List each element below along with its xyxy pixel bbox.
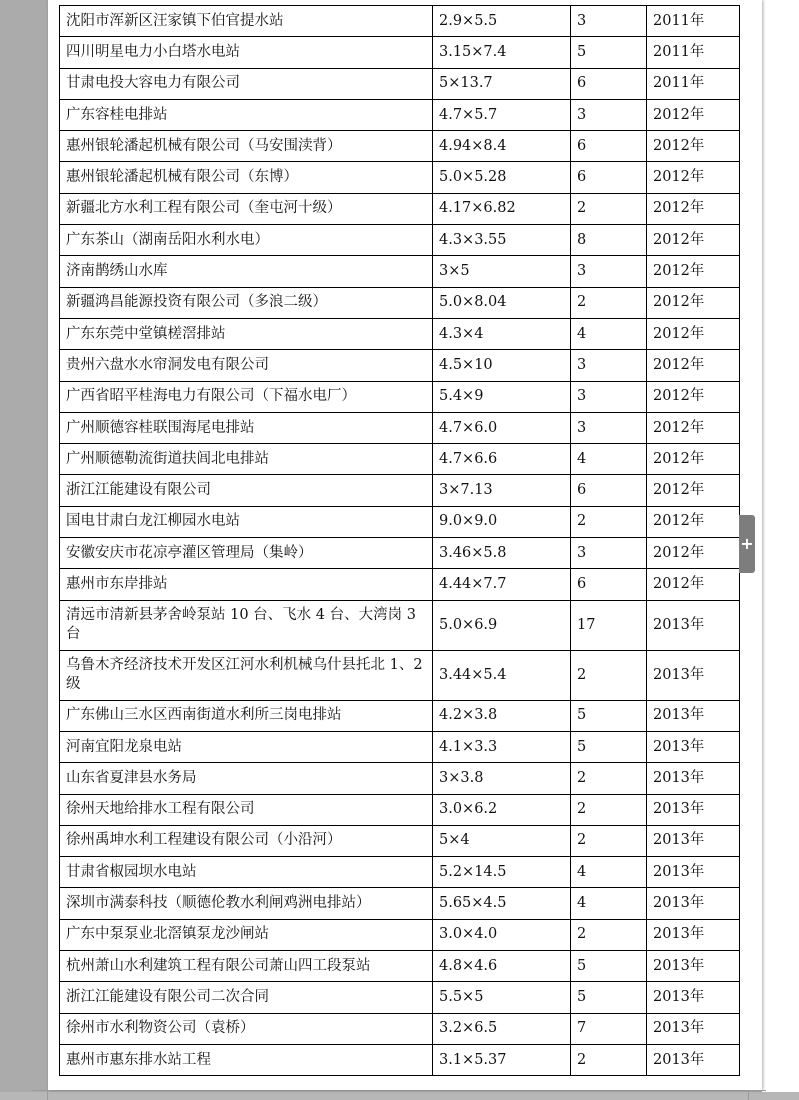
project-name-cell: 广东茶山（湖南岳阳水利水电）	[60, 225, 433, 256]
table-row	[60, 131, 740, 162]
size-cell: 5.4×9	[433, 381, 571, 412]
year-cell: 2012年	[647, 99, 740, 130]
table-row	[60, 919, 740, 950]
quantity-cell: 6	[571, 162, 647, 193]
quantity-cell: 2	[571, 825, 647, 856]
project-name-cell: 新疆鸿昌能源投资有限公司（多浪二级）	[60, 287, 433, 318]
table-row	[60, 763, 740, 794]
size-cell: 4.3×3.55	[433, 225, 571, 256]
viewer-side-margin	[762, 0, 799, 1100]
project-name-cell: 广东东莞中堂镇槎滘排站	[60, 318, 433, 349]
size-cell: 3×5	[433, 256, 571, 287]
size-cell: 3.1×5.37	[433, 1044, 571, 1075]
project-name-cell: 新疆北方水利工程有限公司（奎屯河十级）	[60, 193, 433, 224]
expand-panel-button[interactable]	[739, 515, 755, 573]
year-cell: 2012年	[647, 475, 740, 506]
project-name-cell: 山东省夏津县水务局	[60, 763, 433, 794]
year-cell: 2011年	[647, 68, 740, 99]
table-row	[60, 650, 740, 700]
year-cell: 2012年	[647, 506, 740, 537]
size-cell: 4.94×8.4	[433, 131, 571, 162]
table-row	[60, 350, 740, 381]
project-table-body	[60, 6, 740, 1076]
project-name-cell: 广东佛山三水区西南街道水利所三岗电排站	[60, 700, 433, 731]
table-row	[60, 37, 740, 68]
table-row	[60, 951, 740, 982]
plus-icon: +	[740, 534, 754, 553]
year-cell: 2013年	[647, 763, 740, 794]
year-cell: 2013年	[647, 888, 740, 919]
project-name-cell: 广东容桂电排站	[60, 99, 433, 130]
table-row	[60, 444, 740, 475]
year-cell: 2012年	[647, 318, 740, 349]
year-cell: 2011年	[647, 6, 740, 37]
quantity-cell: 2	[571, 1044, 647, 1075]
crop-mark	[47, 1090, 48, 1100]
quantity-cell: 2	[571, 763, 647, 794]
project-name-cell: 惠州银轮潘起机械有限公司（马安围渎背）	[60, 131, 433, 162]
year-cell: 2013年	[647, 700, 740, 731]
year-cell: 2013年	[647, 857, 740, 888]
year-cell: 2013年	[647, 919, 740, 950]
size-cell: 4.17×6.82	[433, 193, 571, 224]
project-name-cell: 安徽安庆市花凉亭灌区管理局（集岭）	[60, 538, 433, 569]
table-row	[60, 318, 740, 349]
table-row	[60, 287, 740, 318]
size-cell: 3.15×7.4	[433, 37, 571, 68]
project-name-cell: 惠州市东岸排站	[60, 569, 433, 600]
year-cell: 2012年	[647, 225, 740, 256]
size-cell: 3.0×6.2	[433, 794, 571, 825]
crop-mark	[748, 1090, 749, 1100]
size-cell: 4.7×6.0	[433, 412, 571, 443]
quantity-cell: 5	[571, 37, 647, 68]
project-name-cell: 广州顺德勒流街道扶闾北电排站	[60, 444, 433, 475]
quantity-cell: 3	[571, 381, 647, 412]
year-cell: 2013年	[647, 951, 740, 982]
year-cell: 2012年	[647, 538, 740, 569]
year-cell: 2013年	[647, 650, 740, 700]
table-row	[60, 857, 740, 888]
year-cell: 2013年	[647, 1044, 740, 1075]
table-row	[60, 68, 740, 99]
project-name-cell: 徐州禹坤水利工程建设有限公司（小沿河）	[60, 825, 433, 856]
size-cell: 4.1×3.3	[433, 731, 571, 762]
quantity-cell: 4	[571, 318, 647, 349]
project-name-cell: 四川明星电力小白塔水电站	[60, 37, 433, 68]
viewer-bottom-margin	[0, 1092, 799, 1100]
quantity-cell: 3	[571, 538, 647, 569]
table-row	[60, 475, 740, 506]
size-cell: 4.2×3.8	[433, 700, 571, 731]
size-cell: 2.9×5.5	[433, 6, 571, 37]
quantity-cell: 3	[571, 412, 647, 443]
table-row	[60, 794, 740, 825]
project-name-cell: 河南宜阳龙泉电站	[60, 731, 433, 762]
size-cell: 3.46×5.8	[433, 538, 571, 569]
quantity-cell: 2	[571, 794, 647, 825]
quantity-cell: 3	[571, 256, 647, 287]
quantity-cell: 17	[571, 600, 647, 650]
quantity-cell: 4	[571, 444, 647, 475]
size-cell: 3.2×6.5	[433, 1013, 571, 1044]
quantity-cell: 2	[571, 919, 647, 950]
quantity-cell: 3	[571, 350, 647, 381]
project-name-cell: 杭州萧山水利建筑工程有限公司萧山四工段泵站	[60, 951, 433, 982]
table-row	[60, 412, 740, 443]
table-row	[60, 225, 740, 256]
year-cell: 2012年	[647, 256, 740, 287]
quantity-cell: 2	[571, 287, 647, 318]
project-name-cell: 甘肃电投大容电力有限公司	[60, 68, 433, 99]
year-cell: 2012年	[647, 131, 740, 162]
size-cell: 4.44×7.7	[433, 569, 571, 600]
quantity-cell: 5	[571, 982, 647, 1013]
quantity-cell: 4	[571, 888, 647, 919]
table-row	[60, 256, 740, 287]
table-row	[60, 1044, 740, 1075]
quantity-cell: 5	[571, 951, 647, 982]
size-cell: 5×13.7	[433, 68, 571, 99]
table-row	[60, 99, 740, 130]
quantity-cell: 5	[571, 700, 647, 731]
quantity-cell: 4	[571, 857, 647, 888]
table-row	[60, 6, 740, 37]
year-cell: 2013年	[647, 825, 740, 856]
table-row	[60, 162, 740, 193]
size-cell: 5.0×5.28	[433, 162, 571, 193]
project-name-cell: 广西省昭平桂海电力有限公司（下福水电厂）	[60, 381, 433, 412]
project-name-cell: 徐州市水利物资公司（袁桥）	[60, 1013, 433, 1044]
size-cell: 5.65×4.5	[433, 888, 571, 919]
table-row	[60, 506, 740, 537]
table-row	[60, 538, 740, 569]
year-cell: 2012年	[647, 193, 740, 224]
crop-mark	[32, 1090, 48, 1091]
size-cell: 5.0×8.04	[433, 287, 571, 318]
quantity-cell: 6	[571, 569, 647, 600]
year-cell: 2012年	[647, 381, 740, 412]
year-cell: 2012年	[647, 412, 740, 443]
project-name-cell: 贵州六盘水水帘洞发电有限公司	[60, 350, 433, 381]
project-name-cell: 浙江江能建设有限公司	[60, 475, 433, 506]
project-name-cell: 国电甘肃白龙江柳园水电站	[60, 506, 433, 537]
quantity-cell: 3	[571, 99, 647, 130]
year-cell: 2013年	[647, 1013, 740, 1044]
project-name-cell: 深圳市满泰科技（顺德伦教水利闸鸡洲电排站）	[60, 888, 433, 919]
year-cell: 2013年	[647, 982, 740, 1013]
crop-mark	[748, 1090, 766, 1091]
size-cell: 4.5×10	[433, 350, 571, 381]
quantity-cell: 7	[571, 1013, 647, 1044]
table-row	[60, 600, 740, 650]
year-cell: 2013年	[647, 731, 740, 762]
project-name-cell: 甘肃省椒园坝水电站	[60, 857, 433, 888]
size-cell: 9.0×9.0	[433, 506, 571, 537]
year-cell: 2012年	[647, 569, 740, 600]
quantity-cell: 2	[571, 193, 647, 224]
year-cell: 2013年	[647, 794, 740, 825]
project-name-cell: 惠州银轮潘起机械有限公司（东博）	[60, 162, 433, 193]
quantity-cell: 6	[571, 475, 647, 506]
table-row	[60, 1013, 740, 1044]
year-cell: 2012年	[647, 162, 740, 193]
table-row	[60, 982, 740, 1013]
year-cell: 2012年	[647, 350, 740, 381]
size-cell: 4.8×4.6	[433, 951, 571, 982]
project-name-cell: 沈阳市浑新区汪家镇下伯官提水站	[60, 6, 433, 37]
table-row	[60, 193, 740, 224]
quantity-cell: 6	[571, 68, 647, 99]
size-cell: 4.3×4	[433, 318, 571, 349]
table-row	[60, 700, 740, 731]
project-name-cell: 广东中泵泵业北滘镇泵龙沙闸站	[60, 919, 433, 950]
size-cell: 5.2×14.5	[433, 857, 571, 888]
table-row	[60, 825, 740, 856]
size-cell: 3.44×5.4	[433, 650, 571, 700]
size-cell: 5.0×6.9	[433, 600, 571, 650]
project-name-cell: 清远市清新县茅舍岭泵站 10 台、飞水 4 台、大湾岗 3 台	[60, 600, 433, 650]
project-name-cell: 浙江江能建设有限公司二次合同	[60, 982, 433, 1013]
size-cell: 5.5×5	[433, 982, 571, 1013]
quantity-cell: 2	[571, 650, 647, 700]
table-row	[60, 569, 740, 600]
quantity-cell: 2	[571, 506, 647, 537]
project-name-cell: 济南鹊绣山水库	[60, 256, 433, 287]
project-name-cell: 惠州市惠东排水站工程	[60, 1044, 433, 1075]
project-name-cell: 广州顺德容桂联围海尾电排站	[60, 412, 433, 443]
project-name-cell: 乌鲁木齐经济技术开发区江河水利机械乌什县托北 1、2 级	[60, 650, 433, 700]
table-row	[60, 731, 740, 762]
size-cell: 4.7×6.6	[433, 444, 571, 475]
project-name-cell: 徐州天地给排水工程有限公司	[60, 794, 433, 825]
table-row	[60, 888, 740, 919]
size-cell: 3×3.8	[433, 763, 571, 794]
size-cell: 4.7×5.7	[433, 99, 571, 130]
year-cell: 2013年	[647, 600, 740, 650]
year-cell: 2011年	[647, 37, 740, 68]
quantity-cell: 3	[571, 6, 647, 37]
year-cell: 2012年	[647, 287, 740, 318]
table-row	[60, 381, 740, 412]
quantity-cell: 5	[571, 731, 647, 762]
size-cell: 3.0×4.0	[433, 919, 571, 950]
quantity-cell: 6	[571, 131, 647, 162]
project-table	[59, 5, 740, 1076]
size-cell: 3×7.13	[433, 475, 571, 506]
year-cell: 2012年	[647, 444, 740, 475]
quantity-cell: 8	[571, 225, 647, 256]
size-cell: 5×4	[433, 825, 571, 856]
